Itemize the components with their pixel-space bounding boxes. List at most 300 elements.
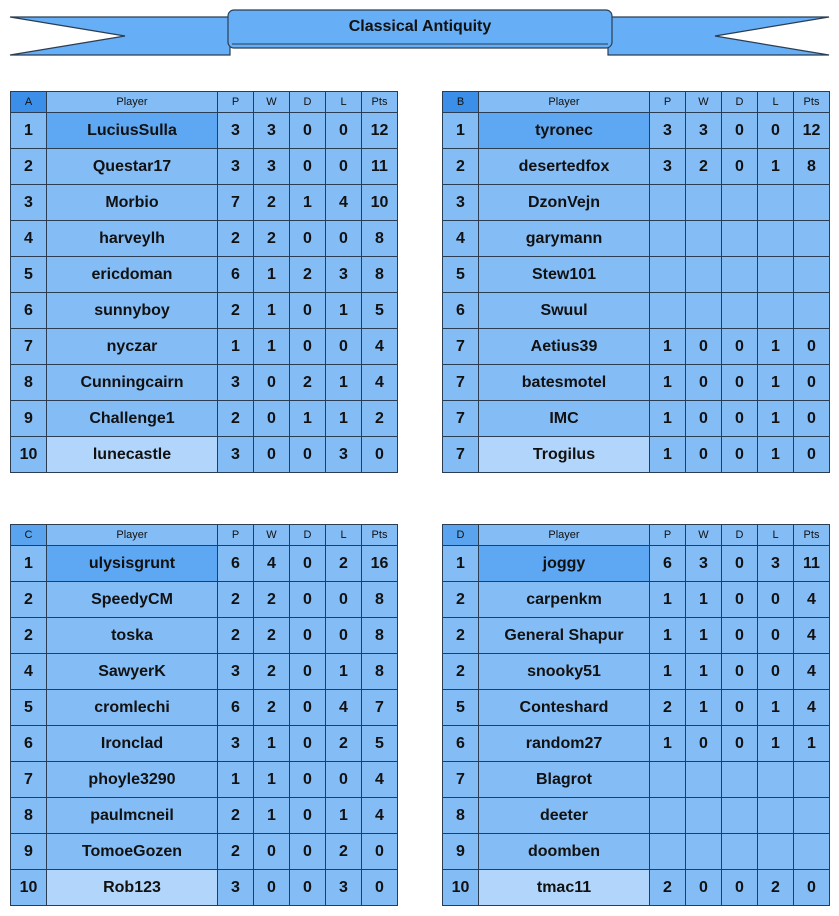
rank-cell: 5 (443, 690, 479, 726)
group-a-table (10, 91, 398, 473)
col-header-lost: L (326, 92, 362, 113)
lost-cell (758, 293, 794, 329)
drawn-cell: 0 (722, 437, 758, 473)
played-cell: 2 (218, 401, 254, 437)
rank-cell: 10 (443, 870, 479, 906)
won-cell: 0 (254, 401, 290, 437)
points-cell: 8 (362, 582, 398, 618)
lost-cell: 2 (326, 726, 362, 762)
rank-cell: 2 (11, 582, 47, 618)
drawn-cell: 0 (290, 149, 326, 185)
played-cell: 2 (218, 798, 254, 834)
lost-cell: 3 (758, 546, 794, 582)
lost-cell: 1 (326, 293, 362, 329)
lost-cell: 1 (758, 149, 794, 185)
points-cell: 8 (362, 654, 398, 690)
col-header-lost: L (326, 525, 362, 546)
points-cell: 0 (794, 870, 830, 906)
lost-cell: 1 (758, 726, 794, 762)
player-name: Cunningcairn (47, 365, 218, 401)
rank-cell: 7 (11, 762, 47, 798)
player-name: joggy (479, 546, 650, 582)
won-cell (686, 798, 722, 834)
points-cell: 8 (362, 618, 398, 654)
player-name: cromlechi (47, 690, 218, 726)
won-cell: 2 (254, 185, 290, 221)
won-cell (686, 293, 722, 329)
rank-cell: 9 (443, 834, 479, 870)
points-cell: 8 (362, 221, 398, 257)
lost-cell: 4 (326, 690, 362, 726)
lost-cell: 0 (326, 762, 362, 798)
lost-cell: 1 (758, 437, 794, 473)
points-cell (794, 762, 830, 798)
won-cell: 1 (254, 798, 290, 834)
rank-cell: 2 (11, 149, 47, 185)
won-cell: 0 (686, 329, 722, 365)
player-name: Conteshard (479, 690, 650, 726)
played-cell: 2 (218, 221, 254, 257)
drawn-cell: 0 (722, 618, 758, 654)
rank-cell: 8 (11, 798, 47, 834)
played-cell: 1 (218, 329, 254, 365)
rank-cell: 5 (443, 257, 479, 293)
drawn-cell: 0 (290, 654, 326, 690)
lost-cell: 2 (758, 870, 794, 906)
drawn-cell: 0 (290, 437, 326, 473)
player-name: paulmcneil (47, 798, 218, 834)
table-row (443, 401, 830, 437)
player-name: Stew101 (479, 257, 650, 293)
table-row (443, 329, 830, 365)
player-name: Blagrot (479, 762, 650, 798)
col-header-played: P (218, 92, 254, 113)
col-header-played: P (650, 525, 686, 546)
player-name: TomoeGozen (47, 834, 218, 870)
lost-cell: 1 (326, 401, 362, 437)
rank-cell: 1 (443, 113, 479, 149)
table-row (11, 870, 398, 906)
drawn-cell: 0 (722, 654, 758, 690)
col-header-player: Player (479, 92, 650, 113)
drawn-cell: 0 (722, 113, 758, 149)
table-row (11, 149, 398, 185)
won-cell: 1 (254, 329, 290, 365)
header-row (11, 525, 398, 546)
drawn-cell: 0 (290, 834, 326, 870)
col-header-won: W (254, 525, 290, 546)
rank-cell: 7 (443, 762, 479, 798)
table-row (11, 546, 398, 582)
player-name: lunecastle (47, 437, 218, 473)
drawn-cell: 0 (722, 870, 758, 906)
col-header-lost: L (758, 525, 794, 546)
won-cell: 2 (254, 690, 290, 726)
col-header-lost: L (758, 92, 794, 113)
lost-cell: 0 (326, 618, 362, 654)
drawn-cell: 0 (290, 546, 326, 582)
rank-cell: 4 (443, 221, 479, 257)
rank-cell: 7 (443, 365, 479, 401)
lost-cell: 3 (326, 437, 362, 473)
points-cell: 10 (362, 185, 398, 221)
rank-cell: 9 (11, 834, 47, 870)
played-cell: 3 (650, 113, 686, 149)
lost-cell: 0 (758, 113, 794, 149)
played-cell: 3 (218, 437, 254, 473)
played-cell: 2 (218, 618, 254, 654)
lost-cell (758, 834, 794, 870)
points-cell: 4 (362, 329, 398, 365)
points-cell: 12 (794, 113, 830, 149)
drawn-cell: 2 (290, 257, 326, 293)
player-name: toska (47, 618, 218, 654)
won-cell: 2 (254, 582, 290, 618)
lost-cell (758, 798, 794, 834)
drawn-cell: 0 (290, 221, 326, 257)
played-cell: 1 (650, 401, 686, 437)
won-cell: 1 (254, 762, 290, 798)
player-name: Trogilus (479, 437, 650, 473)
group-c-table (10, 524, 398, 906)
won-cell: 0 (686, 365, 722, 401)
rank-cell: 7 (443, 437, 479, 473)
table-row (11, 654, 398, 690)
won-cell (686, 221, 722, 257)
col-header-points: Pts (794, 525, 830, 546)
won-cell: 1 (254, 257, 290, 293)
player-name: tyronec (479, 113, 650, 149)
points-cell: 5 (362, 293, 398, 329)
player-name: doomben (479, 834, 650, 870)
table-row (11, 582, 398, 618)
points-cell: 8 (362, 257, 398, 293)
player-name: IMC (479, 401, 650, 437)
points-cell: 0 (362, 834, 398, 870)
won-cell: 0 (254, 870, 290, 906)
played-cell: 6 (218, 690, 254, 726)
table-row (443, 690, 830, 726)
played-cell: 6 (650, 546, 686, 582)
points-cell (794, 185, 830, 221)
played-cell (650, 221, 686, 257)
group-letter: A (11, 92, 47, 113)
points-cell: 4 (794, 582, 830, 618)
lost-cell: 1 (758, 365, 794, 401)
player-name: SawyerK (47, 654, 218, 690)
rank-cell: 2 (443, 149, 479, 185)
banner-ribbon-left (10, 17, 230, 55)
rank-cell: 6 (443, 726, 479, 762)
table-row (11, 834, 398, 870)
drawn-cell: 1 (290, 401, 326, 437)
won-cell: 3 (254, 149, 290, 185)
drawn-cell: 0 (290, 582, 326, 618)
group-letter: B (443, 92, 479, 113)
table-row (11, 437, 398, 473)
points-cell: 4 (362, 762, 398, 798)
played-cell (650, 257, 686, 293)
points-cell: 8 (794, 149, 830, 185)
drawn-cell: 0 (290, 329, 326, 365)
rank-cell: 5 (11, 257, 47, 293)
drawn-cell (722, 834, 758, 870)
lost-cell: 2 (326, 834, 362, 870)
lost-cell: 1 (326, 654, 362, 690)
table-row (11, 618, 398, 654)
points-cell: 4 (362, 365, 398, 401)
played-cell: 3 (218, 870, 254, 906)
col-header-drawn: D (290, 525, 326, 546)
points-cell: 0 (794, 401, 830, 437)
player-name: LuciusSulla (47, 113, 218, 149)
table-row (11, 221, 398, 257)
points-cell: 2 (362, 401, 398, 437)
player-name: Swuul (479, 293, 650, 329)
won-cell: 3 (686, 113, 722, 149)
table-row (11, 690, 398, 726)
player-name: Rob123 (47, 870, 218, 906)
col-header-player: Player (479, 525, 650, 546)
player-name: General Shapur (479, 618, 650, 654)
table-row (11, 726, 398, 762)
rank-cell: 2 (11, 618, 47, 654)
drawn-cell (722, 762, 758, 798)
played-cell: 1 (650, 582, 686, 618)
points-cell: 0 (794, 329, 830, 365)
points-cell: 11 (794, 546, 830, 582)
lost-cell: 4 (326, 185, 362, 221)
won-cell: 3 (686, 546, 722, 582)
drawn-cell: 0 (290, 113, 326, 149)
col-header-won: W (254, 92, 290, 113)
group-letter: C (11, 525, 47, 546)
col-header-won: W (686, 92, 722, 113)
played-cell: 1 (650, 726, 686, 762)
page-title: Classical Antiquity (348, 18, 492, 35)
table-row (443, 870, 830, 906)
won-cell: 1 (686, 654, 722, 690)
points-cell: 11 (362, 149, 398, 185)
table-row (11, 401, 398, 437)
rank-cell: 5 (11, 690, 47, 726)
rank-cell: 9 (11, 401, 47, 437)
played-cell: 3 (218, 149, 254, 185)
played-cell: 6 (218, 546, 254, 582)
played-cell: 1 (650, 618, 686, 654)
player-name: Questar17 (47, 149, 218, 185)
player-name: Challenge1 (47, 401, 218, 437)
rank-cell: 2 (443, 654, 479, 690)
lost-cell: 1 (758, 401, 794, 437)
won-cell: 0 (686, 726, 722, 762)
table-row (443, 149, 830, 185)
played-cell: 3 (650, 149, 686, 185)
rank-cell: 7 (11, 329, 47, 365)
lost-cell: 0 (326, 329, 362, 365)
banner-ribbon-right (608, 17, 829, 55)
played-cell: 7 (218, 185, 254, 221)
drawn-cell: 0 (722, 726, 758, 762)
played-cell: 2 (218, 293, 254, 329)
played-cell (650, 762, 686, 798)
won-cell: 1 (686, 618, 722, 654)
drawn-cell: 1 (290, 185, 326, 221)
won-cell: 0 (254, 365, 290, 401)
drawn-cell: 0 (290, 293, 326, 329)
lost-cell: 0 (758, 618, 794, 654)
drawn-cell: 0 (722, 329, 758, 365)
points-cell: 4 (794, 654, 830, 690)
table-row (11, 185, 398, 221)
col-header-drawn: D (290, 92, 326, 113)
played-cell: 1 (218, 762, 254, 798)
played-cell: 3 (218, 726, 254, 762)
table-row (11, 365, 398, 401)
won-cell: 0 (254, 437, 290, 473)
player-name: Ironclad (47, 726, 218, 762)
points-cell: 16 (362, 546, 398, 582)
points-cell: 1 (794, 726, 830, 762)
played-cell: 1 (650, 329, 686, 365)
drawn-cell: 0 (722, 582, 758, 618)
col-header-played: P (218, 525, 254, 546)
rank-cell: 6 (443, 293, 479, 329)
col-header-played: P (650, 92, 686, 113)
played-cell: 2 (218, 834, 254, 870)
table-row (443, 365, 830, 401)
player-name: phoyle3290 (47, 762, 218, 798)
rank-cell: 3 (11, 185, 47, 221)
drawn-cell: 0 (290, 798, 326, 834)
lost-cell: 2 (326, 546, 362, 582)
won-cell: 3 (254, 113, 290, 149)
drawn-cell (722, 221, 758, 257)
points-cell: 0 (362, 437, 398, 473)
won-cell: 1 (254, 726, 290, 762)
table-row (443, 185, 830, 221)
table-row (11, 257, 398, 293)
table-row (11, 113, 398, 149)
lost-cell (758, 257, 794, 293)
col-header-drawn: D (722, 525, 758, 546)
rank-cell: 1 (11, 113, 47, 149)
drawn-cell: 0 (722, 546, 758, 582)
points-cell (794, 834, 830, 870)
rank-cell: 10 (11, 437, 47, 473)
col-header-drawn: D (722, 92, 758, 113)
col-header-points: Pts (362, 525, 398, 546)
lost-cell: 0 (758, 654, 794, 690)
played-cell: 1 (650, 654, 686, 690)
player-name: sunnyboy (47, 293, 218, 329)
table-row (443, 293, 830, 329)
table-row (443, 257, 830, 293)
rank-cell: 4 (11, 221, 47, 257)
lost-cell: 0 (758, 582, 794, 618)
won-cell: 1 (686, 582, 722, 618)
player-name: deeter (479, 798, 650, 834)
player-name: batesmotel (479, 365, 650, 401)
lost-cell: 0 (326, 582, 362, 618)
drawn-cell (722, 293, 758, 329)
player-name: ulysisgrunt (47, 546, 218, 582)
points-cell: 0 (362, 870, 398, 906)
drawn-cell: 0 (290, 726, 326, 762)
points-cell: 4 (794, 618, 830, 654)
won-cell: 2 (686, 149, 722, 185)
points-cell: 0 (794, 437, 830, 473)
drawn-cell (722, 185, 758, 221)
group-b-table (442, 91, 830, 473)
table-row (11, 798, 398, 834)
drawn-cell: 0 (290, 762, 326, 798)
drawn-cell: 0 (290, 618, 326, 654)
col-header-points: Pts (362, 92, 398, 113)
drawn-cell: 0 (722, 149, 758, 185)
lost-cell (758, 185, 794, 221)
drawn-cell (722, 798, 758, 834)
table-row (11, 329, 398, 365)
played-cell (650, 293, 686, 329)
won-cell: 2 (254, 654, 290, 690)
lost-cell: 1 (758, 329, 794, 365)
points-cell: 0 (794, 365, 830, 401)
player-name: nyczar (47, 329, 218, 365)
rank-cell: 7 (443, 401, 479, 437)
player-name: ericdoman (47, 257, 218, 293)
won-cell: 0 (686, 437, 722, 473)
won-cell: 4 (254, 546, 290, 582)
points-cell: 4 (794, 690, 830, 726)
played-cell (650, 798, 686, 834)
lost-cell (758, 762, 794, 798)
rank-cell: 1 (443, 546, 479, 582)
player-name: Aetius39 (479, 329, 650, 365)
player-name: garymann (479, 221, 650, 257)
won-cell: 0 (254, 834, 290, 870)
player-name: desertedfox (479, 149, 650, 185)
drawn-cell: 0 (722, 690, 758, 726)
table-row (443, 618, 830, 654)
group-letter: D (443, 525, 479, 546)
won-cell (686, 257, 722, 293)
rank-cell: 6 (11, 293, 47, 329)
won-cell: 1 (254, 293, 290, 329)
drawn-cell: 0 (290, 690, 326, 726)
group-d-table (442, 524, 830, 906)
lost-cell: 1 (326, 365, 362, 401)
table-row (443, 582, 830, 618)
player-name: harveylh (47, 221, 218, 257)
header-row (443, 92, 830, 113)
col-header-player: Player (47, 92, 218, 113)
won-cell: 0 (686, 401, 722, 437)
lost-cell: 0 (326, 149, 362, 185)
won-cell: 0 (686, 870, 722, 906)
table-row (11, 293, 398, 329)
lost-cell: 0 (326, 113, 362, 149)
player-name: random27 (479, 726, 650, 762)
won-cell (686, 185, 722, 221)
col-header-points: Pts (794, 92, 830, 113)
rank-cell: 8 (11, 365, 47, 401)
rank-cell: 2 (443, 582, 479, 618)
won-cell (686, 762, 722, 798)
player-name: Morbio (47, 185, 218, 221)
table-row (443, 221, 830, 257)
played-cell: 3 (218, 654, 254, 690)
